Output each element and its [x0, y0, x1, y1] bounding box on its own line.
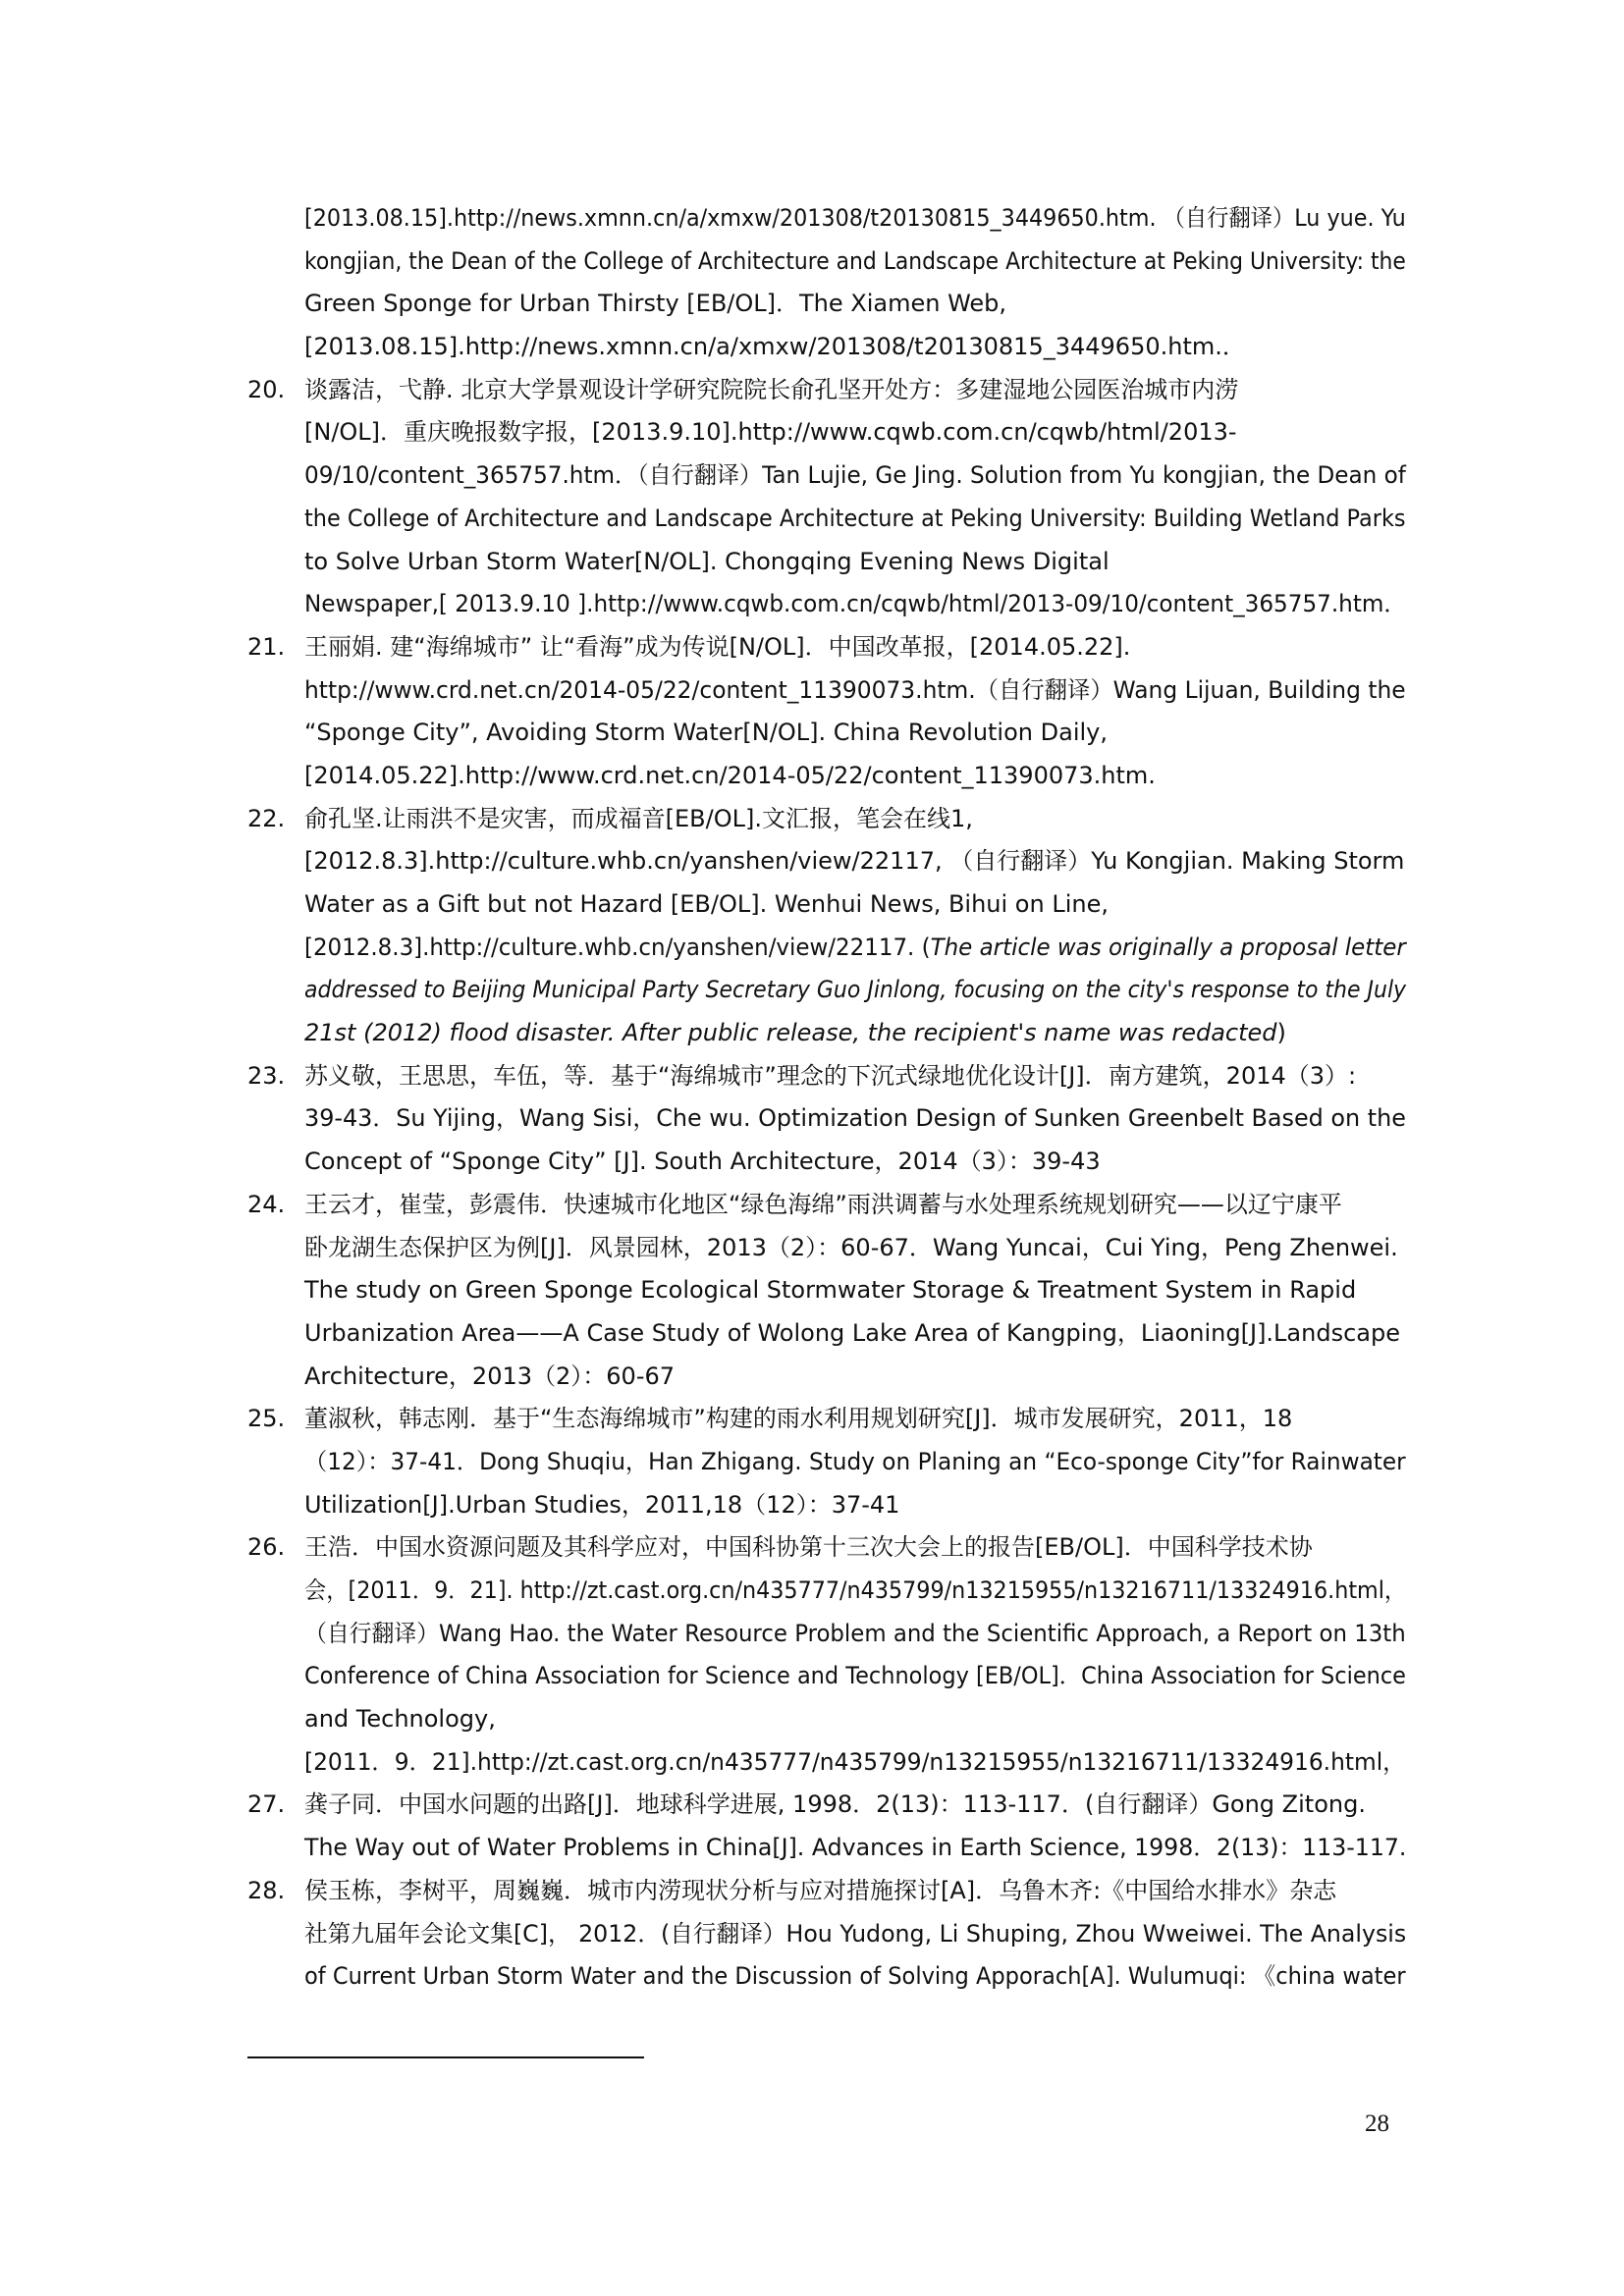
reference-continuation-line	[247, 283, 1406, 326]
reference-continuation-line	[247, 712, 1406, 755]
reference-text	[304, 669, 1406, 713]
reference-text-segment: Utilization[J].Urban Studies，2011,18（12）：37-41	[304, 1490, 900, 1519]
reference-number: 27.	[247, 1790, 286, 1819]
reference-continuation-line	[247, 541, 1406, 584]
reference-text-segment: kongjian, the Dean of the College of Architecture and Landscape Architecture at Peking University: the	[304, 246, 1406, 275]
reference-entry	[247, 369, 1406, 412]
reference-continuation-line	[247, 669, 1406, 713]
reference-continuation-line	[247, 1741, 1406, 1785]
reference-text-segment: [2013.08.15].http://news.xmnn.cn/a/xmxw/201308/t20130815_3449650.htm.．	[304, 333, 1246, 361]
reference-text-segment: 王浩．中国水资源问题及其科学应对，中国科协第十三次大会上的报告[EB/OL]．中国科学技术协	[304, 1533, 1313, 1562]
reference-text	[304, 369, 1238, 412]
reference-continuation-line	[247, 1655, 1406, 1698]
reference-italic-note: The article was originally a proposal letter	[930, 933, 1406, 961]
footnote-separator	[247, 2056, 644, 2058]
reference-continuation-line	[247, 1913, 1406, 1956]
reference-italic-note	[304, 976, 1406, 1003]
reference-text-segment: [2012.8.3].http://culture.whb.cn/yanshen/view/22117, （自行翻译）Yu Kongjian. Making Storm	[304, 847, 1405, 876]
reference-text-segment: 卧龙湖生态保护区为例[J]．风景园林，2013（2）：60-67．Wang Yuncai，Cui Ying，Peng Zhenwei.	[304, 1233, 1398, 1261]
reference-text	[304, 626, 1130, 669]
reference-text	[304, 1741, 1406, 1785]
reference-text	[304, 1012, 1286, 1055]
reference-text-segment: The Way out of Water Problems in China[J]. Advances in Earth Science, 1998．2(13)：113-117.	[304, 1834, 1407, 1862]
reference-text	[304, 197, 1406, 240]
reference-text-segment: Green Sponge for Urban Thirsty [EB/OL]．The Xiamen Web,	[304, 290, 1007, 318]
reference-text-segment: 39-43．Su Yijing，Wang Sisi，Che wu. Optimization Design of Sunken Greenbelt Based on the	[304, 1104, 1406, 1133]
reference-text	[304, 1398, 1292, 1441]
reference-text-segment: [2014.05.22].http://www.crd.net.cn/2014-05/22/content_11390073.htm.	[304, 761, 1156, 789]
reference-continuation-line	[247, 1097, 1406, 1141]
reference-continuation-line	[247, 927, 1406, 970]
reference-text	[304, 1870, 1336, 1913]
reference-continuation-line	[247, 1484, 1406, 1527]
reference-text	[304, 927, 1406, 970]
reference-text-segment: 侯玉栋，李树平，周巍巍．城市内涝现状分析与应对措施探讨[A]．乌鲁木齐:《中国给水排水》杂志	[304, 1876, 1337, 1904]
reference-text-segment: addressed to Beijing Municipal Party Secretary Guo Jinlong, focusing on the city's response to the July	[304, 976, 1407, 1004]
reference-continuation-line	[247, 411, 1406, 454]
reference-text	[304, 1097, 1406, 1141]
reference-text-segment: [N/OL]．重庆晚报数字报，[2013.9.10].http://www.cqwb.com.cn/cqwb/html/2013-	[304, 418, 1237, 447]
reference-entry	[247, 1398, 1406, 1441]
reference-italic-note	[304, 1019, 1277, 1046]
reference-text	[304, 1484, 899, 1527]
reference-text-segment: of Current Urban Storm Water and the Discussion of Solving Apporach[A]. Wulumuqi: 《china water	[304, 1962, 1406, 1991]
reference-text-segment: 会，[2011．9．21]. http://zt.cast.org.cn/n435777/n435799/n13215955/n13216711/13324916.html，	[304, 1576, 1407, 1604]
reference-continuation-line	[247, 755, 1406, 798]
reference-number: 21.	[247, 632, 286, 661]
reference-entry	[247, 1870, 1406, 1913]
reference-number: 25.	[247, 1405, 286, 1433]
reference-text-segment: [2012.8.3].http://culture.whb.cn/yanshen/view/22117. (	[304, 933, 931, 961]
reference-text	[304, 1312, 1400, 1356]
reference-text	[304, 1655, 1406, 1698]
reference-continuation-line	[247, 240, 1406, 284]
reference-text-segment: the College of Architecture and Landscape Architecture at Peking University: Building Wetland Parks	[304, 504, 1406, 532]
page-number: 28	[1365, 2110, 1389, 2137]
reference-continuation-line	[247, 454, 1406, 498]
reference-text	[304, 1526, 1313, 1570]
reference-text	[304, 326, 1246, 369]
reference-entry	[247, 1184, 1406, 1227]
reference-text	[304, 454, 1406, 498]
reference-text	[304, 1269, 1356, 1312]
reference-text	[304, 1613, 1406, 1656]
reference-continuation-line	[247, 1269, 1406, 1312]
reference-text-segment: 董淑秋，韩志刚．基于“生态海绵城市”构建的雨水利用规划研究[J]．城市发展研究，2011，18	[304, 1405, 1293, 1433]
reference-text-segment: [2011．9．21].http://zt.cast.org.cn/n435777/n435799/n13215955/n13216711/13324916.html，	[304, 1747, 1406, 1776]
reference-text-segment: Urbanization Area——A Case Study of Wolong Lake Area of Kangping，Liaoning[J].Landscape	[304, 1318, 1400, 1347]
reference-text	[304, 583, 1406, 626]
reference-continuation-line	[247, 1141, 1406, 1184]
reference-continuation-line	[247, 883, 1406, 927]
reference-text	[304, 283, 1006, 326]
reference-list-section	[247, 197, 1406, 1999]
reference-continuation-line	[247, 1441, 1406, 1484]
reference-entry	[247, 197, 1406, 240]
reference-text	[304, 411, 1237, 454]
reference-text-segment: Architecture，2013（2）：60-67	[304, 1362, 676, 1390]
reference-entry	[247, 1784, 1406, 1827]
reference-text	[304, 240, 1406, 284]
reference-number: 28.	[247, 1876, 286, 1904]
reference-number: 24.	[247, 1190, 286, 1218]
reference-text-segment: Concept of “Sponge City” [J]. South Architecture，2014（3）：39-43	[304, 1148, 1101, 1176]
reference-entry	[247, 1526, 1406, 1570]
reference-text-segment: http://www.crd.net.cn/2014-05/22/content_11390073.htm.（自行翻译）Wang Lijuan, Building the	[304, 675, 1406, 704]
reference-text-segment: 09/10/content_365757.htm．（自行翻译）Tan Lujie, Ge Jing. Solution from Yu kongjian, the Dean of	[304, 461, 1406, 490]
reference-continuation-line	[247, 840, 1406, 883]
reference-text	[304, 1141, 1101, 1184]
reference-text-segment: [2013.08.15].http://news.xmnn.cn/a/xmxw/201308/t20130815_3449650.htm. （自行翻译）Lu yue. Yu	[304, 204, 1406, 232]
reference-text-segment: 王丽娟. 建“海绵城市” 让“看海”成为传说[N/OL]．中国改革报，[2014.05.22].	[304, 632, 1131, 661]
reference-text	[304, 883, 1109, 927]
reference-text	[304, 1441, 1406, 1484]
reference-text	[304, 1227, 1398, 1270]
reference-continuation-line	[247, 1312, 1406, 1356]
reference-text-segment: The study on Green Sponge Ecological Stormwater Storage & Treatment System in Rapid	[304, 1276, 1357, 1305]
reference-text	[304, 840, 1404, 883]
reference-continuation-line	[247, 1827, 1406, 1870]
reference-entry	[247, 1055, 1406, 1098]
reference-list	[247, 197, 1406, 1999]
reference-number: 26.	[247, 1533, 286, 1562]
reference-text-segment: 俞孔坚.让雨洪不是灾害，而成福音[EB/OL].文汇报，笔会在线1,	[304, 804, 973, 832]
reference-text	[304, 1784, 1366, 1827]
reference-text	[304, 498, 1406, 541]
reference-number: 23.	[247, 1061, 286, 1090]
reference-text-segment: 谈露洁，弋静. 北京大学景观设计学研究院院长俞孔坚开处方：多建湿地公园医治城市内涝	[304, 375, 1239, 403]
reference-text	[304, 1955, 1406, 1999]
reference-text-segment: 龚子同．中国水问题的出路[J]．地球科学进展, 1998．2(13)：113-117．(自行翻译）Gong Zitong.	[304, 1790, 1366, 1819]
reference-text-segment: （自行翻译）Wang Hao. the Water Resource Problem and the Scientific Approach, a Report on 13th	[304, 1619, 1406, 1647]
reference-continuation-line	[247, 326, 1406, 369]
reference-number: 22.	[247, 804, 286, 832]
reference-text	[304, 541, 1110, 584]
reference-text	[304, 1913, 1406, 1956]
reference-continuation-line	[247, 1012, 1406, 1055]
reference-text-segment: to Solve Urban Storm Water[N/OL]. Chongqing Evening News Digital	[304, 547, 1110, 575]
reference-text	[304, 1570, 1406, 1613]
reference-text	[304, 755, 1156, 798]
reference-text-segment: 苏义敬，王思思，车伍，等．基于“海绵城市”理念的下沉式绿地优化设计[J]．南方建筑，2014（3）:	[304, 1061, 1357, 1090]
reference-text-segment: and Technology,	[304, 1705, 496, 1734]
reference-text	[304, 1184, 1342, 1227]
reference-text-segment: Conference of China Association for Science and Technology [EB/OL]．China Association for Science	[304, 1662, 1406, 1690]
reference-text	[304, 1356, 675, 1399]
reference-text-segment: 21st (2012) flood disaster. After public release, the recipient's name was redacted	[304, 1019, 1277, 1047]
reference-continuation-line	[247, 583, 1406, 626]
reference-text	[304, 712, 1108, 755]
reference-continuation-line	[247, 498, 1406, 541]
reference-text-segment: “Sponge City”, Avoiding Storm Water[N/OL]. China Revolution Daily,	[304, 719, 1108, 747]
reference-text	[304, 1698, 496, 1741]
reference-continuation-line	[247, 969, 1406, 1012]
reference-text	[304, 969, 1406, 1012]
reference-text-segment: Newspaper,[ 2013.9.10 ].http://www.cqwb.com.cn/cqwb/html/2013-09/10/content_365757.htm．	[304, 590, 1407, 618]
reference-text-segment: 王云才，崔莹，彭震伟．快速城市化地区“绿色海绵”雨洪调蓄与水处理系统规划研究——以辽宁康平	[304, 1190, 1342, 1218]
reference-continuation-line	[247, 1570, 1406, 1613]
reference-entry	[247, 798, 1406, 841]
reference-text	[304, 798, 973, 841]
reference-continuation-line	[247, 1613, 1406, 1656]
reference-text-segment: 社第九届年会论文集[C]， 2012．(自行翻译）Hou Yudong, Li Shuping, Zhou Wweiwei. The Analysis	[304, 1919, 1407, 1948]
reference-text	[304, 1827, 1406, 1870]
reference-continuation-line	[247, 1227, 1406, 1270]
reference-continuation-line	[247, 1955, 1406, 1999]
reference-continuation-line	[247, 1356, 1406, 1399]
reference-text-segment: （12）：37-41．Dong Shuqiu，Han Zhigang. Study on Planing an “Eco-sponge City”for Rainwater	[304, 1447, 1406, 1475]
reference-text-segment: Water as a Gift but not Hazard [EB/OL]. Wenhui News, Bihui on Line,	[304, 890, 1109, 918]
reference-continuation-line	[247, 1698, 1406, 1741]
reference-text	[304, 1055, 1356, 1098]
reference-closing-paren: )	[1276, 1019, 1286, 1047]
reference-number: 20.	[247, 375, 286, 403]
reference-entry	[247, 626, 1406, 669]
